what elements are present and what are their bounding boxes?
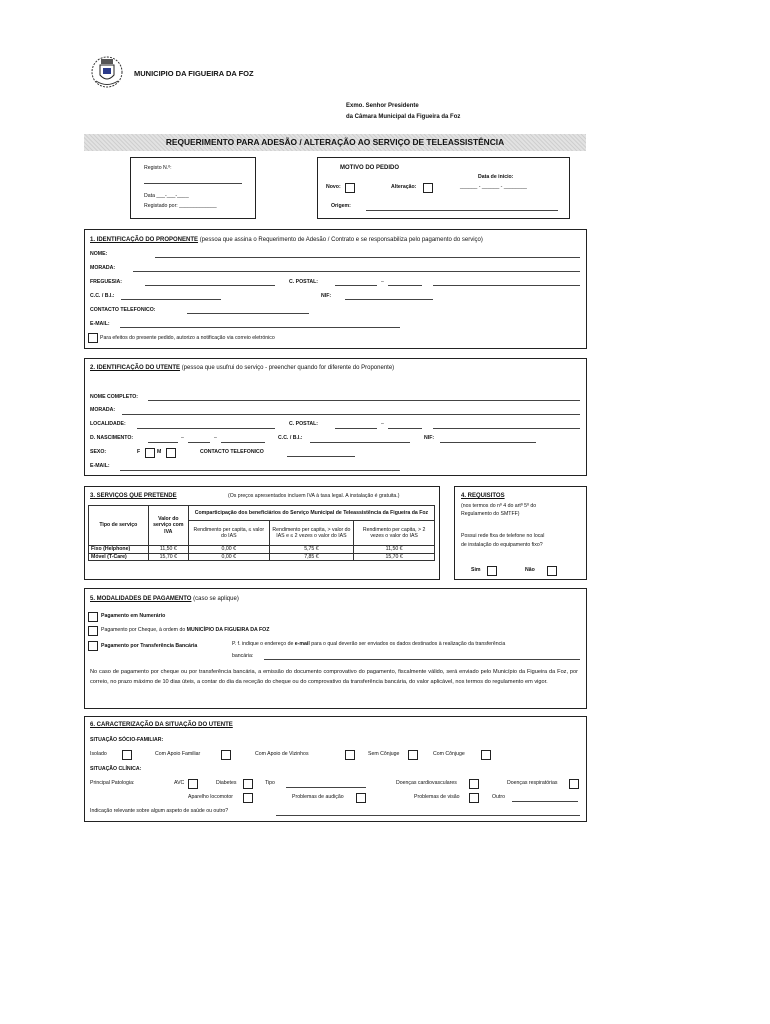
sim-label: Sim bbox=[471, 567, 481, 573]
title-bar bbox=[84, 134, 586, 151]
data-inicio-field[interactable]: ______ - ______ - ________ bbox=[460, 184, 527, 190]
aparelho-locomotor-checkbox[interactable] bbox=[243, 793, 253, 803]
indicacao-field[interactable] bbox=[276, 815, 580, 816]
utente-cpostal-field-2[interactable] bbox=[388, 428, 422, 429]
alteracao-checkbox[interactable] bbox=[423, 183, 433, 193]
respiratorias-checkbox[interactable] bbox=[569, 779, 579, 789]
visao-label: Problemas de visão bbox=[414, 794, 460, 800]
origem-field[interactable] bbox=[366, 210, 558, 211]
isolado-label: Isolado bbox=[90, 751, 107, 757]
section-2-title bbox=[90, 364, 394, 372]
col-comparticipacao-group: Comparticipação dos beneficiários do Serviço Municipal de Teleassistência da Figueira da Foz bbox=[188, 506, 434, 521]
transferencia-email-field[interactable] bbox=[264, 659, 580, 660]
apoio-familiar-checkbox[interactable] bbox=[221, 750, 231, 760]
section-4-heading: 4. REQUISITOS bbox=[461, 493, 505, 499]
situacao-clinica-label: SITUAÇÃO CLÍNICA: bbox=[90, 766, 142, 772]
transferencia-note-b: para o qual deverão ser enviados os dados destinados à realização da transferência bbox=[309, 641, 506, 647]
section-4-question-2: de instalação do equipamento fixo? bbox=[461, 542, 543, 548]
proponente-freguesia-label: FREGUESIA: bbox=[90, 279, 122, 285]
registado-por-label: Registado por: _____________ bbox=[144, 203, 217, 209]
nascimento-dash-2: – bbox=[214, 435, 217, 441]
utente-nascimento-day[interactable] bbox=[148, 442, 178, 443]
section-1-panel bbox=[84, 229, 587, 349]
utente-sexo-label: SEXO: bbox=[90, 449, 107, 455]
row-2-tipo: Móvel (T-Care) bbox=[89, 553, 149, 561]
proponente-cpostal-field-2[interactable] bbox=[388, 285, 422, 286]
proponente-nome-label: NOME: bbox=[90, 251, 108, 257]
origem-label: Origem: bbox=[331, 203, 351, 209]
sim-checkbox[interactable] bbox=[487, 566, 497, 576]
row-2-valor: 15,70 € bbox=[148, 553, 188, 561]
utente-morada-field[interactable] bbox=[122, 414, 580, 415]
utente-cc-field[interactable] bbox=[310, 442, 410, 443]
row-2-r1: 0,00 € bbox=[188, 553, 269, 561]
visao-checkbox[interactable] bbox=[469, 793, 479, 803]
email-consent-checkbox[interactable] bbox=[88, 333, 98, 343]
section-2-panel bbox=[84, 358, 587, 476]
cardiovasculares-label: Doenças cardiovasculares bbox=[396, 780, 457, 786]
cardiovasculares-checkbox[interactable] bbox=[469, 779, 479, 789]
apoio-vizinhos-checkbox[interactable] bbox=[345, 750, 355, 760]
pagamento-numerario-checkbox[interactable] bbox=[88, 612, 98, 622]
proponente-contacto-label: CONTACTO TELEFONICO: bbox=[90, 307, 156, 313]
recipient-line-2: da Câmara Municipal da Figueira da Foz bbox=[346, 114, 461, 120]
diabetes-label: Diabetes bbox=[216, 780, 237, 786]
proponente-morada-field[interactable] bbox=[133, 271, 580, 272]
section-4-note-1: (nos termos do nº 4 do artº 5º do bbox=[461, 503, 537, 509]
data-inicio-label: Data de inicio: bbox=[478, 174, 514, 180]
pagamento-paragraph: No caso de pagamento por cheque ou por transferência bancária, a emissão do documento comprovativo do pagamento, fiscalmente válido, será enviado pelo Município da Figueira da Foz, por correio, no prazo máximo de 10 dias úteis, a contar do dia da receção do cheque ou do comprovativo da transferência bancária, do valor aplicável, nos termos do regulamento em vigor. bbox=[90, 669, 578, 685]
outro-field[interactable] bbox=[512, 801, 578, 802]
nascimento-dash-1: – bbox=[181, 435, 184, 441]
utente-nif-field[interactable] bbox=[440, 442, 536, 443]
form-title: REQUERIMENTO PARA ADESÃO / ALTERAÇÃO AO SERVIÇO DE TELEASSISTÊNCIA bbox=[165, 137, 505, 147]
row-1-r2: 5,75 € bbox=[269, 546, 354, 554]
utente-nascimento-label: D. NASCIMENTO: bbox=[90, 435, 134, 441]
utente-nascimento-month[interactable] bbox=[188, 442, 210, 443]
col-rendimento-3: Rendimento per capita, > 2 vezes o valor do IAS bbox=[354, 521, 435, 546]
utente-localidade-label: LOCALIDADE: bbox=[90, 421, 126, 427]
section-2-heading: 2. IDENTIFICAÇÃO DO UTENTE bbox=[90, 365, 181, 371]
avc-label: AVC bbox=[174, 780, 185, 786]
table-row bbox=[89, 546, 435, 554]
proponente-contacto-field[interactable] bbox=[187, 313, 309, 314]
indicacao-label: Indicação relevante sobre algum aspeto de saúde ou outro? bbox=[90, 808, 229, 814]
proponente-nif-field[interactable] bbox=[345, 299, 433, 300]
municipal-crest-logo bbox=[90, 55, 124, 89]
proponente-nif-label: NIF: bbox=[321, 293, 332, 299]
section-5-heading: 5. MODALIDADES DE PAGAMENTO bbox=[90, 596, 192, 602]
avc-checkbox[interactable] bbox=[188, 779, 198, 789]
audicao-checkbox[interactable] bbox=[356, 793, 366, 803]
section-4-question-1: Possui rede fixa de telefone no local bbox=[461, 533, 545, 539]
utente-cc-label: C.C. / B.I.: bbox=[278, 435, 303, 441]
services-table bbox=[88, 505, 435, 561]
sexo-f-checkbox[interactable] bbox=[145, 448, 155, 458]
nao-label: Não bbox=[525, 567, 535, 573]
col-rendimento-1: Rendimento per capita, ≤ valor do IAS bbox=[188, 521, 269, 546]
diabetes-checkbox[interactable] bbox=[243, 779, 253, 789]
section-5-note: (caso se aplique) bbox=[193, 596, 239, 602]
recipient-line-1: Exmo. Senhor Presidente bbox=[346, 103, 419, 109]
col-valor-servico: Valor do serviço com IVA bbox=[148, 506, 188, 546]
utente-email-label: E-MAIL: bbox=[90, 463, 110, 469]
utente-contacto-label: CONTACTO TELEFONICO bbox=[200, 449, 264, 455]
section-1-title bbox=[90, 236, 483, 244]
services-table-header-row bbox=[89, 506, 435, 521]
registo-label: Registo N.º: bbox=[144, 165, 172, 171]
pagamento-cheque-label bbox=[101, 627, 269, 634]
col-rendimento-2: Rendimento per capita, > valor do IAS e ≤ 2 vezes o valor do IAS bbox=[269, 521, 354, 546]
proponente-morada-label: MORADA: bbox=[90, 265, 116, 271]
utente-nome-label: NOME COMPLETO: bbox=[90, 394, 139, 400]
proponente-email-field[interactable] bbox=[120, 327, 400, 328]
proponente-cc-field[interactable] bbox=[121, 299, 221, 300]
motivo-heading: MOTIVO DO PEDIDO bbox=[340, 165, 400, 171]
utente-cpostal-field-3[interactable] bbox=[433, 428, 580, 429]
com-conjuge-label: Com Cônjuge bbox=[433, 751, 465, 757]
pagamento-transferencia-label: Pagamento por Transferência Bancária bbox=[101, 643, 198, 649]
proponente-email-label: E-MAIL: bbox=[90, 321, 110, 327]
proponente-freguesia-field[interactable] bbox=[145, 285, 275, 286]
section-3-note: (Os preços apresentados incluem IVA à taxa legal. A instalação é gratuita.) bbox=[228, 493, 400, 499]
proponente-nome-field[interactable] bbox=[155, 257, 580, 258]
row-2-r2: 7,85 € bbox=[269, 553, 354, 561]
pagamento-transferencia-checkbox[interactable] bbox=[88, 641, 98, 651]
novo-label: Novo: bbox=[326, 184, 341, 190]
diabetes-tipo-field[interactable] bbox=[286, 787, 366, 788]
sexo-m-label: M bbox=[157, 449, 162, 455]
sexo-m-checkbox[interactable] bbox=[166, 448, 176, 458]
sem-conjuge-label: Sem Cônjuge bbox=[368, 751, 400, 757]
principal-patologia-label: Principal Patologia: bbox=[90, 780, 135, 786]
tipo-label: Tipo bbox=[265, 780, 275, 786]
apoio-familiar-label: Com Apoio Familiar bbox=[155, 751, 201, 757]
proponente-cpostal-field-3[interactable] bbox=[433, 285, 580, 286]
utente-localidade-field[interactable] bbox=[137, 428, 275, 429]
alteracao-label: Alteração: bbox=[391, 184, 417, 190]
transferencia-note-email: e-mail bbox=[294, 641, 310, 647]
section-1-heading: 1. IDENTIFICAÇÃO DO PROPONENTE bbox=[90, 237, 199, 243]
sexo-f-label: F bbox=[137, 449, 141, 455]
utente-morada-label: MORADA: bbox=[90, 407, 116, 413]
utente-email-field[interactable] bbox=[120, 470, 400, 471]
pagamento-cheque-prefix: Pagamento por Cheque, à ordem do bbox=[101, 627, 187, 633]
section-6-heading: 6. CARACTERIZAÇÃO DA SITUAÇÃO DO UTENTE bbox=[90, 722, 233, 728]
email-consent-label: Para efeitos do presente pedido, autorizo a notificação via correio eletrónico bbox=[100, 335, 275, 341]
utente-contacto-field[interactable] bbox=[287, 456, 355, 457]
row-1-r1: 0,00 € bbox=[188, 546, 269, 554]
pagamento-cheque-checkbox[interactable] bbox=[88, 626, 98, 636]
pagamento-cheque-municipio: MUNICÍPIO DA FIGUEIRA DA FOZ bbox=[186, 627, 270, 633]
utente-nascimento-year[interactable] bbox=[221, 442, 265, 443]
proponente-cpostal-label: C. POSTAL: bbox=[289, 279, 319, 285]
row-2-r3: 15,70 € bbox=[354, 553, 435, 561]
utente-cpostal-label: C. POSTAL: bbox=[289, 421, 319, 427]
aparelho-locomotor-label: Aparelho locomotor bbox=[188, 794, 233, 800]
col-tipo-servico: Tipo de serviço bbox=[89, 506, 149, 546]
apoio-vizinhos-label: Com Apoio de Vizinhos bbox=[255, 751, 309, 757]
section-4-note-2: Regulamento do SMTFF) bbox=[461, 511, 520, 517]
proponente-cpostal-field-1[interactable] bbox=[335, 285, 377, 286]
table-row bbox=[89, 553, 435, 561]
situacao-social-label: SITUAÇÃO SÓCIO-FAMILIAR: bbox=[90, 737, 164, 743]
sem-conjuge-checkbox[interactable] bbox=[408, 750, 418, 760]
proponente-cc-label: C.C. / B.I.: bbox=[90, 293, 115, 299]
audicao-label: Problemas de audição bbox=[292, 794, 344, 800]
isolado-checkbox[interactable] bbox=[122, 750, 132, 760]
transferencia-note bbox=[232, 641, 505, 648]
section-3-heading: 3. SERVIÇOS QUE PRETENDE bbox=[90, 493, 177, 499]
novo-checkbox[interactable] bbox=[345, 183, 355, 193]
row-1-tipo: Fixo (Helphone) bbox=[89, 546, 149, 554]
outro-label: Outro bbox=[492, 794, 505, 800]
section-6-panel bbox=[84, 716, 587, 822]
proponente-cpostal-dash: – bbox=[381, 279, 384, 285]
municipality-name: MUNICIPIO DA FIGUEIRA DA FOZ bbox=[134, 69, 254, 78]
utente-nif-label: NIF: bbox=[424, 435, 435, 441]
row-1-r3: 11,50 € bbox=[354, 546, 435, 554]
transferencia-note-a: P. f. indique o endereço de bbox=[232, 641, 295, 647]
utente-cpostal-field-1[interactable] bbox=[335, 428, 377, 429]
utente-cpostal-dash: – bbox=[381, 421, 384, 427]
transferencia-bancaria-label: bancária: bbox=[232, 653, 254, 659]
pagamento-numerario-label: Pagamento em Numerário bbox=[101, 613, 166, 619]
registo-number-field[interactable] bbox=[144, 183, 242, 184]
section-2-note: (pessoa que usufrui do serviço - preencher quando for diferente do Proponente) bbox=[181, 365, 395, 371]
registo-date-label: Data ___-___-____ bbox=[144, 193, 189, 199]
row-1-valor: 11,50 € bbox=[148, 546, 188, 554]
section-1-note: (pessoa que assina o Requerimento de Adesão / Contrato e se responsabiliza pelo pagamento do serviço) bbox=[199, 237, 483, 243]
utente-nome-field[interactable] bbox=[148, 400, 580, 401]
com-conjuge-checkbox[interactable] bbox=[481, 750, 491, 760]
nao-checkbox[interactable] bbox=[547, 566, 557, 576]
section-5-title bbox=[90, 595, 239, 603]
respiratorias-label: Doenças respiratórias bbox=[507, 780, 558, 786]
